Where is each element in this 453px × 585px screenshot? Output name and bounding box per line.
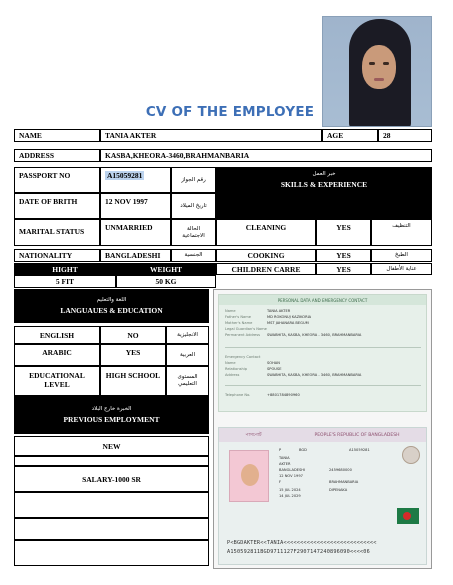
pd-value: +8801784890960 [267,393,300,397]
passport-portrait [229,450,269,502]
skill-childcare-label: CHILDREN CARRE [216,263,316,275]
languages-heading-arabic: اللغة والتعليم [96,297,127,303]
bio-issue-date: 15 JUL 2024 [279,488,301,492]
age-value: 28 [378,129,432,142]
bio-header-bangla: পাসপোর্ট [245,432,262,438]
pd-value: MD ROKONUJ KAZIKORIA [267,315,312,319]
nationality-value: BANGLADESHI [100,249,171,262]
passport-personal-data-page [218,294,427,412]
pd-label: Name [225,361,236,365]
pd-divider [225,385,421,386]
pd-label: Telephone No. [225,393,251,397]
arabic-value: YES [100,344,166,366]
skill-cleaning-label: CLEANING [216,219,316,246]
bio-passport-no: A15059281 [349,448,370,452]
pd-label: Father's Name [225,315,251,319]
weight-value: 50 KG [116,275,216,288]
employment-status-row [14,436,209,456]
employee-photo [322,16,432,127]
emblem-icon [402,446,420,464]
skill-cooking-arabic: الطبخ [371,249,432,262]
arabic-arabic: العربية [166,344,209,366]
skills-heading [216,167,432,193]
pd-label: Address [225,373,240,377]
photo-eye [383,62,389,65]
passport-bio-page [218,427,427,565]
body-header-row [14,263,432,275]
bio-surname: AKTER [279,462,291,466]
bio-given-name: TANIA [279,456,290,460]
photo-mouth [374,78,384,81]
dob-value: 12 NOV 1997 [100,193,171,219]
blank-row [14,518,209,540]
photo-eye [369,62,375,65]
nationality-row [14,249,432,262]
skill-cleaning-arabic: التنظيف [371,219,432,246]
pd-label: Relationship [225,367,248,371]
address-value: KASBA,KHEORA-3460,BRAHMANBARIA [100,149,432,162]
bio-authority: DIPENAKA [329,488,348,492]
passport-arabic: رقم الجواز [171,167,216,193]
bio-country: BGD [299,448,307,452]
bangladesh-flag-icon [397,508,419,524]
bio-page-header [219,428,426,442]
name-value: TANIA AKTER [100,129,322,142]
bio-sex: F [279,480,282,484]
bio-personal-no: 2459680000 [329,468,352,472]
weight-label: WEIGHT [116,263,216,275]
dob-label: DATE OF BRITH [14,193,100,219]
english-arabic: الانجليزية [166,326,209,344]
bio-birthplace: BRAHMANBARIA [329,480,359,484]
mrz-line-1: P<BGDAKTER<<TANIA<<<<<<<<<<<<<<<<<<<<<<<<<<<< [227,540,377,546]
dob-arabic: تاريخ الميلاد [171,193,216,219]
passport-value: A15059281 [107,171,143,180]
bio-nationality: BANGLADESHI [279,468,306,472]
skill-cleaning-value: YES [316,219,371,246]
salary-row [14,466,209,492]
pd-divider [225,347,421,348]
arabic-label: ARABIC [14,344,100,366]
pd-value: SWABHITA, KASBA, KHEORA - 3460, BRAHMANBARIA [267,373,362,377]
salary-value: SALARY-1000 SR [14,466,209,492]
blank-cell [14,518,209,540]
address-row [14,149,432,162]
skill-cooking-label: COOKING [216,249,316,262]
pd-label: Permanent Address [225,333,260,337]
marital-row [14,219,432,246]
portrait-face [241,464,259,486]
languages-heading-text: LANGUAUES & EDUCATION [60,306,163,315]
skill-cooking-value: YES [316,249,371,262]
employment-status: NEW [14,436,209,456]
page-title: CV OF THE EMPLOYEE [145,104,315,120]
passport-label: PASSPORT NO [14,167,100,193]
employment-heading [14,396,209,434]
language-english-row [14,326,209,344]
pd-value: SPOUSE [267,367,282,371]
pd-label: Name [225,309,236,313]
education-label: EDUCATIONAL LEVEL [14,366,100,396]
education-row [14,366,209,396]
photo-face [362,45,396,89]
skills-heading-text: SKILLS & EXPERIENCE [280,180,368,189]
employment-heading-arabic: الخبرة خارج البلاد [91,406,132,412]
pd-label: Emergency Contact [225,355,261,359]
language-arabic-row [14,344,209,366]
name-label: NAME [14,129,100,142]
blank-row [14,492,209,518]
pd-label: Mother's Name [225,321,253,325]
bio-dob: 12 NOV 1997 [279,474,303,478]
bio-header-country: PEOPLE'S REPUBLIC OF BANGLADESH [314,432,400,438]
education-arabic: المستوى التعليمي [166,366,209,396]
pd-label: Legal Guardian's Name [225,327,267,331]
pd-value: TANIA AKTER [267,309,291,313]
skill-childcare-value: YES [316,263,371,275]
employment-blank-cell [14,456,209,466]
nationality-label: NATIONALITY [14,249,100,262]
age-label: AGE [322,129,378,142]
passport-scan [213,289,432,569]
employment-heading-text: PREVIOUS EMPLOYMENT [63,415,160,424]
blank-cell [14,492,209,518]
languages-heading [14,289,209,323]
nationality-arabic: الجنسية [171,249,216,262]
passport-value-cell [100,167,171,193]
name-row [14,129,432,142]
pd-value: SOHAN [267,361,280,365]
height-label: HIGHT [14,263,116,275]
pd-value: MST JAHANARA BEGUM [267,321,309,325]
personal-data-header: PERSONAL DATA AND EMERGENCY CONTACT [219,295,426,305]
marital-label: MARITAL STATUS [14,219,100,246]
marital-arabic: الحالة الاجتماعية [171,219,216,246]
address-label: ADDRESS [14,149,100,162]
employment-blank-row [14,456,209,466]
pd-value: SWABHITA, KASBA, KHEORA - 3460, BRAHMANBARIA [267,333,362,337]
english-label: ENGLISH [14,326,100,344]
education-value: HIGH SCHOOL [100,366,166,396]
blank-row [14,540,209,566]
english-value: NO [100,326,166,344]
skills-heading-arabic: خبر العمل [312,171,336,177]
bio-expiry-date: 14 JUL 2029 [279,494,301,498]
bio-type: P [279,448,282,452]
body-values-row [14,275,432,288]
skills-spacer [216,193,432,219]
height-value: 5 FIT [14,275,116,288]
marital-value: UNMARRIED [100,219,171,246]
skill-childcare-arabic: عناية الأطفال [371,263,432,275]
mrz-line-2: A150592811BGD9711127F2907147240896090<<<<06 [227,549,370,555]
blank-cell [14,540,209,566]
